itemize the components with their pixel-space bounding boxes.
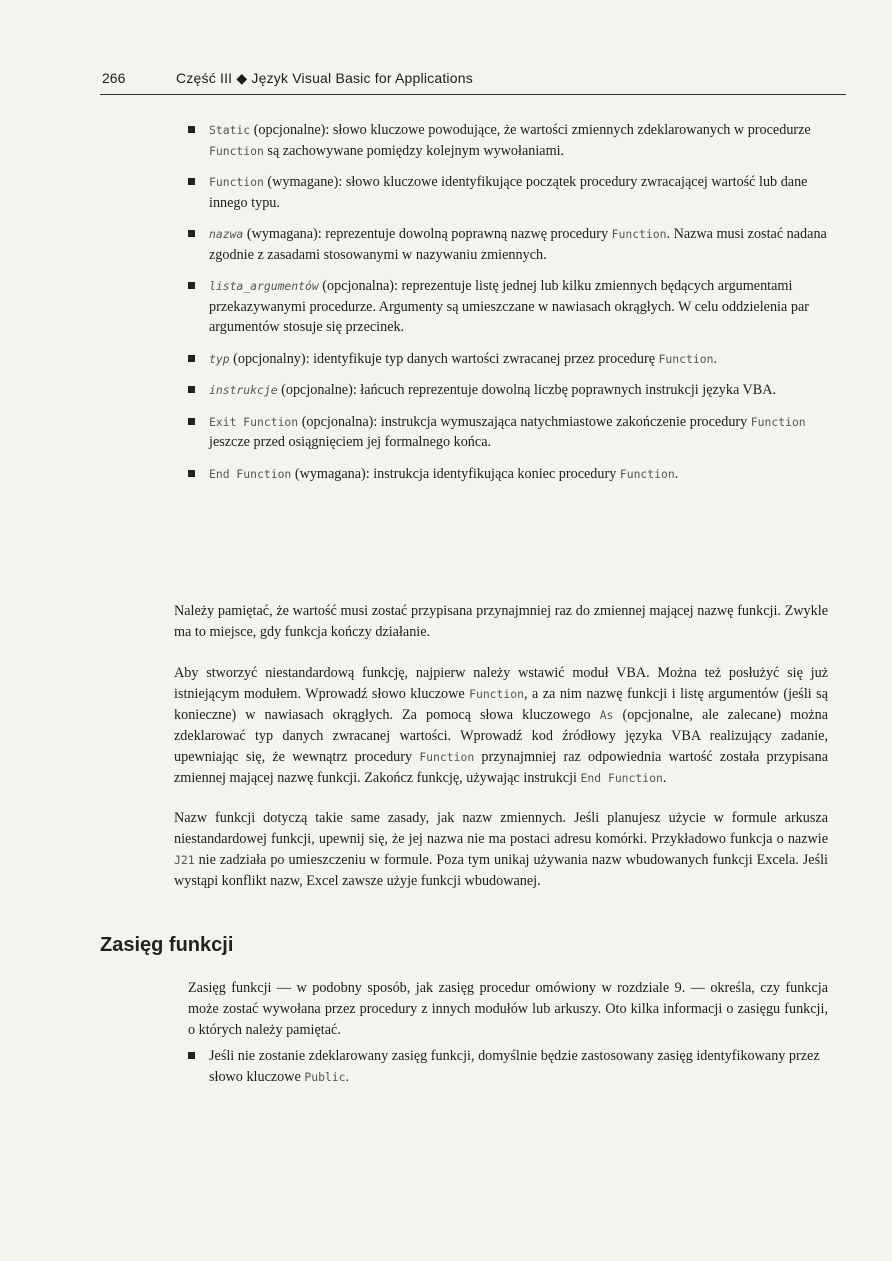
inline-code: Function: [209, 175, 264, 189]
list-item: [188, 120, 828, 161]
scope-list: [188, 1046, 828, 1087]
paragraph-text: , a za nim nazwę funkcji i listę argumentów (jeśli są konieczne) w nawiasach okrągłych. Za pomocą słowa kluczowego: [174, 686, 828, 723]
inline-code: Function: [209, 143, 264, 158]
list-item: [188, 276, 828, 338]
bullet-square-icon: [188, 1052, 195, 1059]
inline-code: Public: [304, 1069, 346, 1084]
bullet-square-icon: [188, 355, 195, 362]
paragraph-text: przynajmniej raz odpowiednia wartość została przypisana zmiennej mającej nazwę funkcji. Zakończ funkcję, używając instrukcji: [174, 749, 828, 786]
inline-code: Exit Function: [209, 414, 299, 429]
item-text: (opcjonalny): identyfikuje typ danych wartości zwracanej przez procedurę: [229, 350, 659, 367]
inline-code: As: [599, 708, 614, 722]
list-item: [188, 464, 828, 485]
item-text: (opcjonalna): instrukcja wymuszająca natychmiastowe zakończenie procedury: [298, 413, 751, 430]
item-text: (opcjonalne): łańcuch reprezentuje dowolną liczbę poprawnych instrukcji języka VBA.: [277, 382, 777, 398]
item-text: jeszcze przed osiągnięciem jej formalnego końca.: [209, 434, 492, 450]
item-text: (wymagane): słowo kluczowe identyfikujące początek procedury zwracającej wartość lub dane innego typu.: [209, 174, 808, 211]
item-text: Jeśli nie zostanie zdeklarowany zasięg funkcji, domyślnie będzie zastosowany zasięg identyfikowany przez słowo kluczowe: [209, 1048, 820, 1085]
item-text: (opcjonalna): reprezentuje listę jednej lub kilku zmiennych będących argumentami przekazywanymi procedurze. Argumenty są umieszczane w nawiasach okrągłych. W celu oddzielenia par argumentów stosuje się przecinek.: [209, 278, 809, 335]
bullet-square-icon: [188, 126, 195, 133]
item-text: .: [345, 1068, 350, 1085]
inline-code: Function: [611, 227, 667, 241]
paragraph-text: Aby stworzyć niestandardową funkcję, najpierw należy wstawić moduł VBA. Można też posłużyć się już istniejącym modułem. Wprowadź słowo kluczowe: [174, 665, 828, 702]
item-text: .: [713, 350, 717, 367]
inline-code: End Function: [209, 466, 292, 481]
inline-code: typ: [209, 351, 230, 366]
list-item: [188, 380, 828, 401]
page-number: 266: [102, 70, 126, 86]
inline-code: J21: [174, 853, 195, 867]
paragraph-text: Nazw funkcji dotyczą takie same zasady, jak nazw zmiennych. Jeśli planujesz użycie w formule arkusza niestandardowej funkcji, upewnij się, że jej nazwa nie ma postaci adresu komórki. Przykładowo funkcja o nazwie: [174, 810, 828, 847]
bullet-square-icon: [188, 386, 195, 393]
list-item: [188, 349, 828, 370]
paragraph-text: (opcjonalne, ale zalecane) można zdeklarować typ danych zwracanej wartości. Wprowadź kod źródłowy języka VBA realizujący zadanie, upewniając się, że wewnątrz procedury: [174, 707, 828, 765]
item-text: (wymagana): instrukcja identyfikująca koniec procedury: [291, 465, 620, 482]
list-item: [188, 1046, 828, 1087]
inline-code: instrukcje: [209, 383, 278, 397]
bullet-square-icon: [188, 282, 195, 289]
bullet-square-icon: [188, 230, 195, 237]
item-text: są zachowywane pomiędzy kolejnym wywołaniami.: [263, 142, 565, 159]
inline-code: nazwa: [209, 227, 244, 241]
item-text: .: [674, 465, 679, 482]
list-item: [188, 412, 828, 453]
inline-code: Static: [209, 123, 251, 137]
item-text: (wymagana): reprezentuje dowolną poprawną nazwę procedury: [243, 226, 612, 242]
inline-code: End Function: [580, 771, 663, 785]
item-text: . Nazwa musi zostać nadana zgodnie z zasadami stosowanymi w nazywaniu zmiennych.: [209, 226, 827, 263]
inline-code: Function: [419, 750, 475, 764]
bullet-square-icon: [188, 470, 195, 477]
paragraph-text: .: [662, 770, 667, 786]
paragraph-text: nie zadziała po umieszczeniu w formule. Poza tym unikaj używania nazw wbudowanych funkcji Excela. Jeśli wystąpi konflikt nazw, Excel zawsze użyje funkcji wbudowanej.: [174, 852, 828, 889]
inline-code: lista_argumentów: [209, 279, 319, 293]
paragraph-assignment-note: Należy pamiętać, że wartość musi zostać przypisana przynajmniej raz do zmiennej mającej nazwę funkcji. Zwykle ma to miejsce, gdy funkcja kończy działanie.: [174, 603, 828, 640]
inline-code: Function: [619, 466, 675, 481]
section-heading: Zasięg funkcji: [100, 934, 234, 956]
list-item: [188, 172, 828, 213]
paragraph-naming-rules: [174, 808, 828, 892]
bullet-square-icon: [188, 418, 195, 425]
syntax-elements-list: [188, 120, 828, 495]
inline-code: Function: [658, 351, 714, 366]
bullet-square-icon: [188, 178, 195, 185]
inline-code: Function: [469, 687, 524, 701]
running-title: Część III ◆ Język Visual Basic for Applications: [176, 70, 473, 86]
paragraph-scope-intro: Zasięg funkcji — w podobny sposób, jak zasięg procedur omówiony w rozdziale 9. — określa, czy funkcja może zostać wywołana przez procedury z innych modułów lub arkuszy. Oto kilka informacji o zasięgu funkcji, o których należy pamiętać.: [188, 980, 828, 1038]
item-text: (opcjonalne): słowo kluczowe powodujące, że wartości zmiennych zdeklarowanych w procedurze: [250, 122, 811, 138]
paragraph-create-function: [174, 663, 828, 789]
page-header: [100, 70, 846, 95]
list-item: [188, 224, 828, 265]
inline-code: Function: [750, 414, 806, 429]
